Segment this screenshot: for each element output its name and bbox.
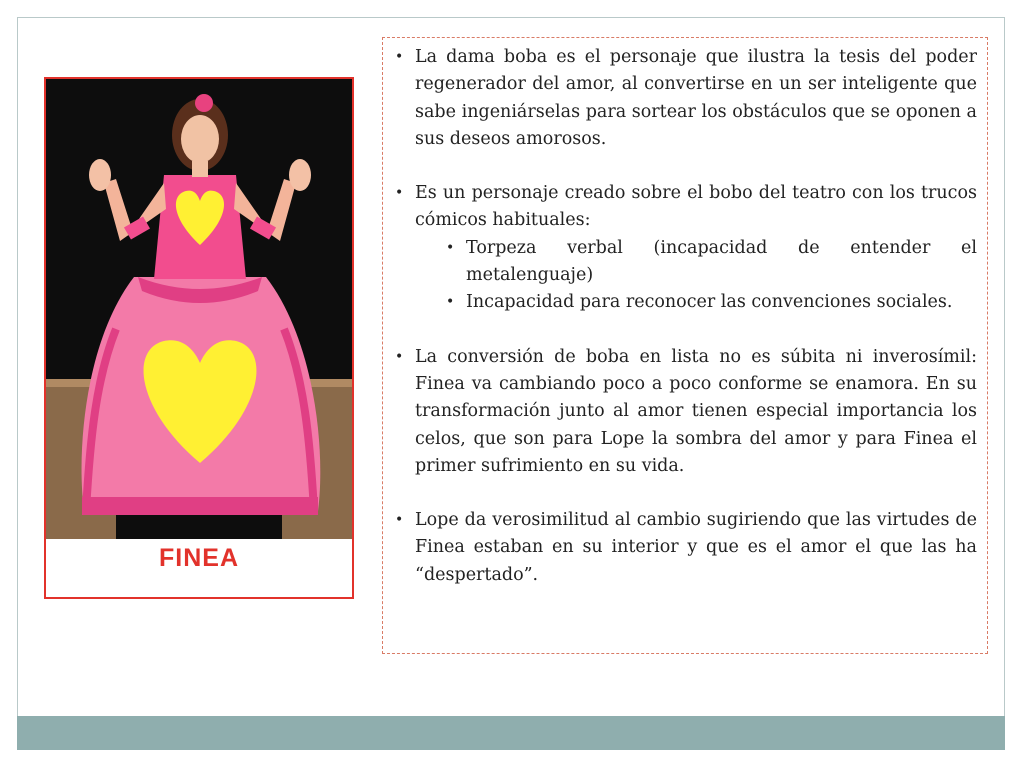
list-item: [395, 180, 977, 316]
bullet-text: Es un personaje creado sobre el bobo del teatro con los trucos cómicos habituales:: [415, 183, 977, 231]
list-item: [395, 44, 977, 153]
bullet-text: Lope da verosimilitud al cambio sugiriendo que las virtudes de Finea estaban en su interior y que es el amor el que las ha “despertado”.: [415, 510, 977, 585]
list-item: [395, 344, 977, 480]
sub-list-item: [446, 235, 977, 290]
bullet-text: La conversión de boba en lista no es súbita ni inverosímil: Finea va cambiando poco a poco conforme se enamora. En su transformación junto al amor tienen especial importancia los celos, que son para Lope la sombra del amor y para Finea el primer sufrimiento en su vida.: [415, 346, 977, 476]
sub-bullet-text: Incapacidad para reconocer las convenciones sociales.: [466, 292, 953, 313]
sub-bullet-list: [415, 235, 977, 317]
list-item: [395, 507, 977, 589]
bullet-icon: •: [395, 512, 404, 529]
photo-caption: FINEA: [159, 544, 239, 572]
footer-bar: [17, 716, 1005, 750]
bullet-list: [395, 44, 977, 589]
bullet-icon: •: [446, 294, 455, 311]
bullet-icon: •: [395, 185, 404, 202]
sub-list-item: [446, 289, 977, 316]
bullet-icon: •: [395, 49, 404, 65]
finea-photo: [46, 79, 352, 539]
bullet-icon: •: [395, 348, 404, 365]
bullet-text: La dama boba es el personaje que ilustra la tesis del poder regenerador del amor, al convertirse en un ser inteligente que sabe ingeniárselas para sortear los obstáculos que se oponen a sus deseos amorosos.: [415, 47, 977, 149]
sub-bullet-text: Torpeza verbal (incapacidad de entender el metalenguaje): [466, 237, 977, 286]
text-box: [382, 37, 988, 654]
finea-photo-card: [44, 77, 354, 599]
bullet-icon: •: [446, 239, 455, 256]
